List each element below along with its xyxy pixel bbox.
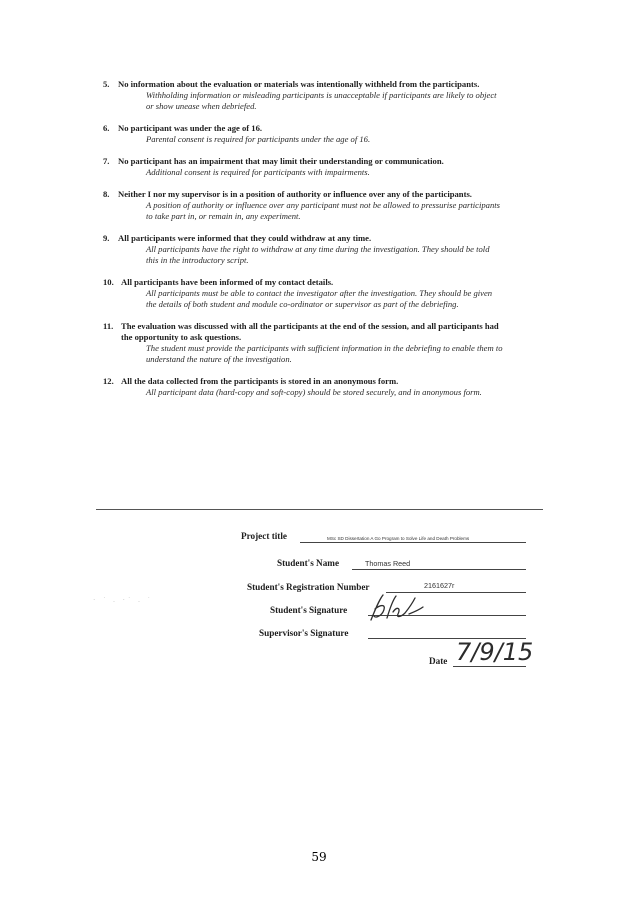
item-guidance: Additional consent is required for participants with impairments. (146, 167, 370, 177)
item-number: 8. (103, 189, 110, 199)
student-signature-image (365, 592, 427, 626)
date-label: Date (429, 656, 448, 666)
student-name-label: Student's Name (277, 558, 340, 568)
item-number: 10. (103, 277, 114, 287)
item-statement: All participants have been informed of my contact details. (121, 277, 334, 287)
item-number: 12. (103, 376, 114, 386)
item-number: 7. (103, 156, 110, 166)
checklist-item-9 (103, 233, 503, 266)
item-guidance: Withholding information or misleading participants is unacceptable if participants are likely to object or show unease when debriefed. (146, 90, 497, 111)
item-guidance: A position of authority or influence over any participant must not be allowed to pressurise participants to take part in, or remain in, any experiment. (146, 200, 500, 221)
item-number: 9. (103, 233, 110, 243)
page-number: 59 (311, 850, 327, 864)
item-guidance: All participants must be able to contact the investigator after the investigation. They should be given the details of both student and module co-ordinator or supervisor as part of the debriefing. (146, 288, 493, 309)
date-line (453, 666, 526, 667)
checklist-item-11 (103, 321, 503, 365)
item-statement: No participant has an impairment that may limit their understanding or communication. (118, 156, 444, 166)
project-title-line (300, 542, 526, 543)
item-number: 5. (103, 79, 110, 89)
supervisor-signature-label: Supervisor's Signature (259, 628, 349, 638)
registration-number-value: 2161627r (424, 581, 455, 590)
item-statement: No information about the evaluation or materials was intentionally withheld from the participants. (118, 79, 480, 89)
scan-noise: · ˙ . ·˙ . ˙ (93, 596, 153, 604)
checklist-item-5 (103, 79, 503, 112)
student-name-line (352, 569, 526, 570)
item-statement: No participant was under the age of 16. (118, 123, 263, 133)
item-number: 11. (103, 321, 114, 331)
item-statement: Neither I nor my supervisor is in a position of authority or influence over any of the participants. (118, 189, 472, 199)
item-number: 6. (103, 123, 110, 133)
student-name-value: Thomas Reed (365, 559, 411, 568)
item-statement: All participants were informed that they could withdraw at any time. (118, 233, 372, 243)
item-statement: The evaluation was discussed with all the participants at the end of the session, and all participants had the opportunity to ask questions. (121, 321, 499, 342)
item-guidance: The student must provide the participants with sufficient information in the debriefing to enable them to understand the nature of the investigation. (146, 343, 503, 364)
project-title-value: MSc SD Dissertation A Go Program to Solve Life and Death Problems (327, 536, 470, 541)
item-statement: All the data collected from the participants is stored in an anonymous form. (121, 376, 399, 386)
checklist-item-10 (103, 277, 503, 310)
student-signature-label: Student's Signature (270, 605, 348, 615)
registration-number-label: Student's Registration Number (247, 582, 370, 592)
checklist-item-8 (103, 189, 503, 222)
checklist-item-6 (103, 123, 503, 145)
checklist-item-12 (103, 376, 503, 398)
checklist-items (103, 79, 503, 409)
checklist-item-7 (103, 156, 503, 178)
date-value: 7/9/15 (456, 638, 534, 666)
item-guidance: Parental consent is required for participants under the age of 16. (146, 134, 371, 144)
project-title-label: Project title (241, 531, 287, 541)
item-guidance: All participant data (hard-copy and soft-copy) should be stored securely, and in anonymous form. (146, 387, 482, 397)
item-guidance: All participants have the right to withdraw at any time during the investigation. They should be told this in the introductory script. (146, 244, 490, 265)
section-divider (96, 509, 543, 510)
